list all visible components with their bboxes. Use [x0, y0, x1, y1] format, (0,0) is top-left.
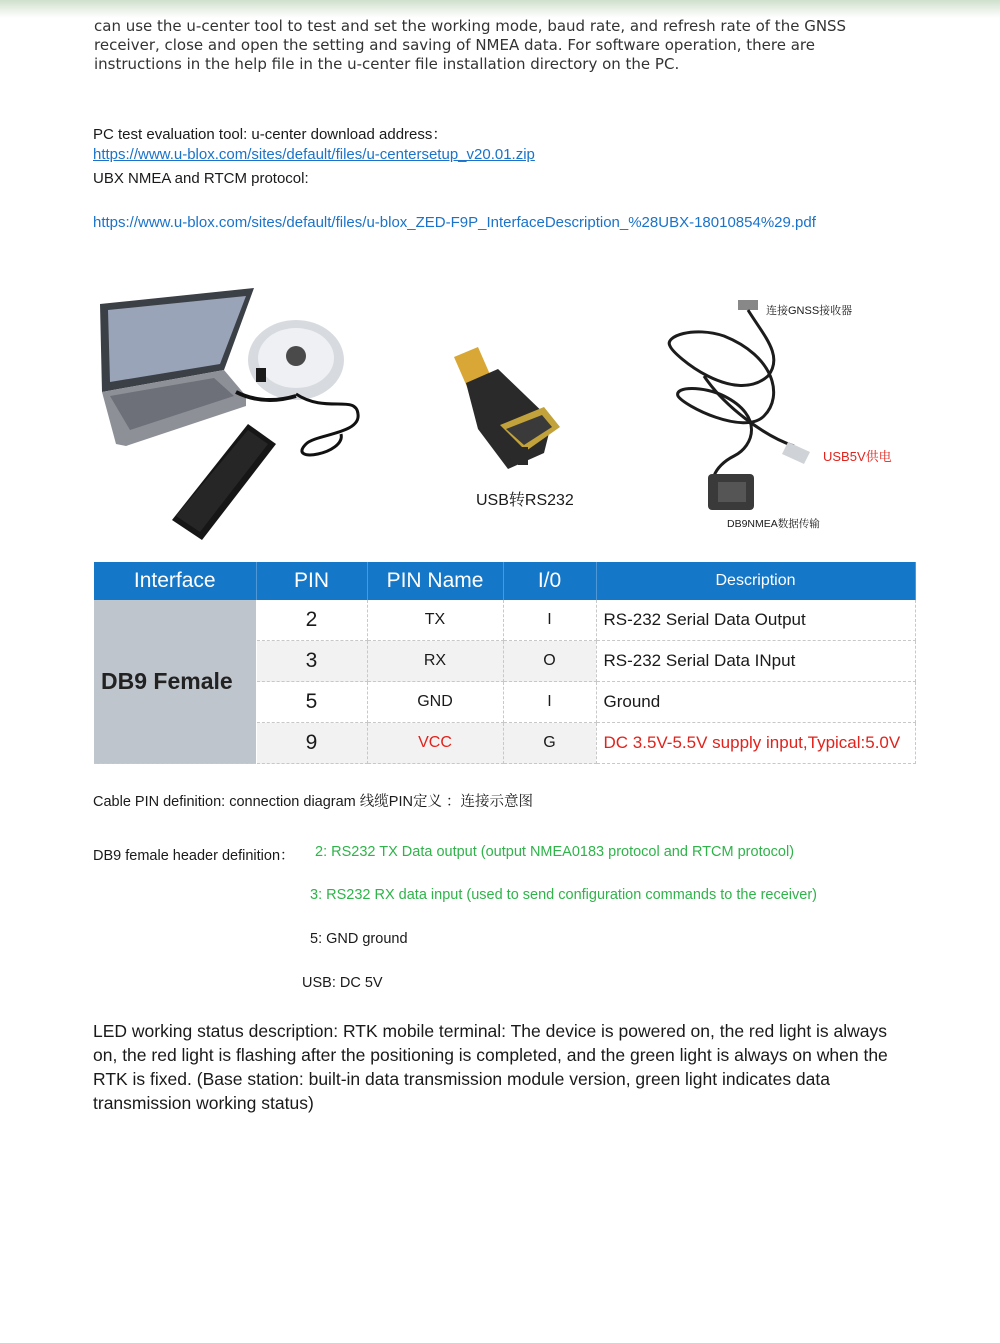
pin-definition-table [94, 562, 916, 764]
description-cell: RS-232 Serial Data Output [596, 600, 915, 641]
header-interface: Interface [94, 562, 256, 600]
pin-cell: 3 [256, 641, 367, 682]
usb-rs232-caption: USB转RS232 [476, 492, 574, 509]
cable-label-db9: DB9NMEA数据传输 [727, 518, 820, 530]
db9-header-label: DB9 female header definition： [93, 848, 295, 864]
led-line: transmission working status) [93, 1093, 314, 1113]
gnss-cable-photo [664, 296, 824, 516]
pin-name-cell: VCC [367, 723, 503, 764]
header-description: Description [596, 562, 915, 600]
led-line: RTK is fixed. (Base station: built-in data transmission module version, green light indicates data [93, 1069, 830, 1089]
io-cell: O [503, 641, 596, 682]
intro-line: instructions in the help file in the u-center file installation directory on the PC. [94, 55, 680, 73]
pin-name-cell: RX [367, 641, 503, 682]
interface-cell: DB9 Female [94, 600, 256, 764]
intro-paragraph [94, 17, 894, 74]
usb-rs232-adapter-photo [448, 343, 572, 473]
led-status-description [93, 1019, 913, 1115]
io-cell: I [503, 600, 596, 641]
table-row [94, 600, 915, 641]
protocol-label: UBX NMEA and RTCM protocol: [93, 170, 309, 187]
header-pin-name: PIN Name [367, 562, 503, 600]
db9-def-gnd: 5: GND ground [310, 931, 408, 947]
description-cell: DC 3.5V-5.5V supply input,Typical:5.0V [596, 723, 915, 764]
cable-label-gnss: 连接GNSS接收器 [766, 305, 853, 317]
pin-cell: 2 [256, 600, 367, 641]
io-cell: G [503, 723, 596, 764]
led-line: LED working status description: RTK mobile terminal: The device is powered on, the red light is always [93, 1021, 888, 1041]
protocol-pdf-link[interactable]: https://www.u-blox.com/sites/default/files/u-blox_ZED-F9P_InterfaceDescription_%28UBX-18010854%29.pdf [93, 214, 816, 231]
pin-name-cell: TX [367, 600, 503, 641]
intro-line: can use the u-center tool to test and set the working mode, baud rate, and refresh rate of the GNSS [94, 17, 847, 35]
io-cell: I [503, 682, 596, 723]
pin-cell: 9 [256, 723, 367, 764]
top-background-strip [0, 0, 1000, 18]
tool-download-label: PC test evaluation tool: u-center download address： [93, 126, 448, 143]
db9-def-usb: USB: DC 5V [302, 975, 383, 991]
laptop-receiver-photo [96, 284, 376, 540]
description-cell: Ground [596, 682, 915, 723]
db9-def-tx: 2: RS232 TX Data output (output NMEA0183 protocol and RTCM protocol) [315, 844, 795, 860]
header-pin: PIN [256, 562, 367, 600]
pin-name-cell: GND [367, 682, 503, 723]
table-header-row [94, 562, 915, 600]
intro-line: receiver, close and open the setting and saving of NMEA data. For software operation, there are [94, 36, 815, 54]
header-io: I/0 [503, 562, 596, 600]
description-cell: RS-232 Serial Data INput [596, 641, 915, 682]
u-center-download-link[interactable]: https://www.u-blox.com/sites/default/files/u-centersetup_v20.01.zip [93, 146, 535, 163]
cable-pin-definition: Cable PIN definition: connection diagram 线缆PIN定义 ：连接示意图 [93, 794, 533, 810]
db9-def-rx: 3: RS232 RX data input (used to send configuration commands to the receiver) [310, 887, 817, 903]
cable-label-usb: USB5V供电 [823, 449, 892, 464]
led-line: on, the red light is flashing after the positioning is completed, and the green light is always on when the [93, 1045, 888, 1065]
pin-cell: 5 [256, 682, 367, 723]
